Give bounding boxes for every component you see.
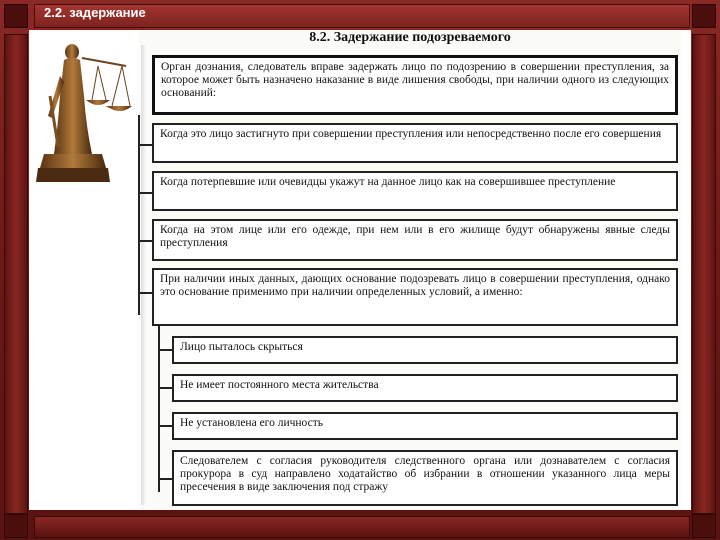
frame-corner <box>692 4 716 28</box>
frame-left-side <box>4 34 28 514</box>
ground-item: Когда потерпевшие или очевидцы укажут на данное лицо как на совершившее преступление <box>152 171 678 211</box>
slide-heading: 2.2. задержание <box>44 5 146 20</box>
frame-corner <box>4 4 28 28</box>
ground-item: Когда на этом лице или его одежде, при нем или в его жилище будут обнаружены явные следы преступления <box>152 219 678 261</box>
condition-item: Следователем с согласия руководителя следственного органа или дознавателем с согласия прокурора в суд направлено ходатайство об избрании в отношении указанного лица меры пресечения в виде заключения под стражу <box>172 450 678 506</box>
frame-corner <box>4 514 28 538</box>
condition-item: Не установлена его личность <box>172 412 678 440</box>
tree-connector <box>138 192 152 194</box>
frame-corner <box>692 514 716 538</box>
tree-connector <box>138 240 152 242</box>
ground-item: Когда это лицо застигнуто при совершении преступления или непосредственно после его совершения <box>152 123 678 163</box>
tree-connector <box>158 425 172 427</box>
condition-item: Лицо пыталось скрыться <box>172 336 678 364</box>
document-title: 8.2. Задержание подозреваемого <box>309 30 511 45</box>
frame-bottom-bar <box>34 516 690 538</box>
tree-connector <box>158 387 172 389</box>
condition-item: Не имеет постоянного места жительства <box>172 374 678 402</box>
tree-connector <box>138 292 152 294</box>
tree-connector <box>158 478 172 480</box>
tree-connector <box>158 349 172 351</box>
intro-box: Орган дознания, следователь вправе задержать лицо по подозрению в совершении преступления, за которое может быть назначено наказание в виде лишения свободы, при наличии одного из следующих оснований: <box>152 55 678 115</box>
ground-item: При наличии иных данных, дающих основание подозревать лицо в совершении преступления, однако это основание применимо при наличии определенных условий, а именно: <box>152 268 678 326</box>
themis-statue-icon <box>36 36 132 186</box>
page-edge <box>141 45 147 505</box>
tree-connector <box>138 144 152 146</box>
frame-right-side <box>692 34 716 514</box>
